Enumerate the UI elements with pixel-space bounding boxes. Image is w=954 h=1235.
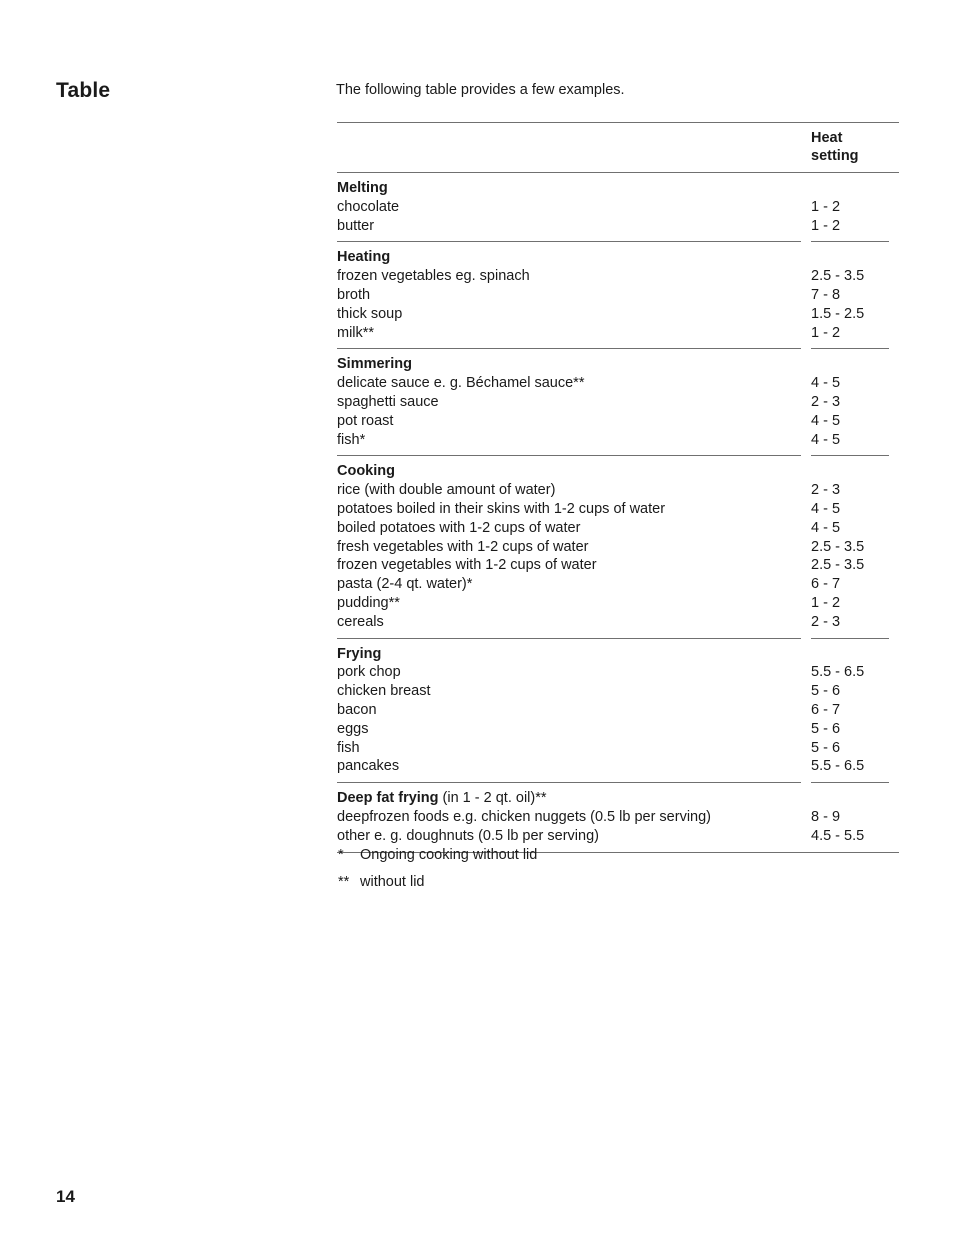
footnote-text: without lid (360, 874, 425, 890)
group-title-row (337, 789, 899, 808)
table-row (337, 682, 899, 701)
setting-cell: 4.5 - 5.5 (811, 827, 865, 844)
table-row (337, 720, 899, 739)
food-cell: frozen vegetables with 1-2 cups of water (337, 557, 597, 574)
setting-cell: 1 - 2 (811, 324, 841, 341)
table-row (337, 267, 899, 286)
table-row (337, 431, 899, 450)
food-cell: cereals (337, 613, 384, 630)
group-note: (in 1 - 2 qt. oil)** (438, 790, 547, 807)
group-title: Simmering (337, 356, 412, 373)
table-row (337, 575, 899, 594)
page-number: 14 (56, 1187, 75, 1206)
setting-cell: 5 - 6 (811, 720, 841, 737)
food-cell: fresh vegetables with 1-2 cups of water (337, 538, 589, 555)
setting-cell: 2 - 3 (811, 613, 841, 630)
group-title-row (337, 645, 899, 664)
setting-cell: 5 - 6 (811, 683, 841, 700)
table-row (337, 538, 899, 557)
table-group (337, 783, 899, 851)
table-group (337, 349, 899, 455)
food-cell: frozen vegetables eg. spinach (337, 268, 530, 285)
food-cell: broth (337, 286, 371, 303)
setting-cell: 4 - 5 (811, 519, 841, 536)
heat-setting-table (337, 122, 899, 853)
footnote (338, 872, 537, 899)
food-cell: chicken breast (337, 683, 431, 700)
setting-cell: 2 - 3 (811, 482, 841, 499)
table-row (337, 305, 899, 324)
food-cell: fish (337, 739, 360, 756)
food-cell: fish* (337, 431, 366, 448)
table-row (337, 808, 899, 827)
footnote (338, 845, 537, 872)
group-title-row (337, 179, 899, 198)
table-row (337, 286, 899, 305)
table-row (337, 217, 899, 236)
table-row (337, 412, 899, 431)
table-row (337, 663, 899, 682)
food-cell: other e. g. doughnuts (0.5 lb per serving) (337, 827, 599, 844)
food-cell: pancakes (337, 758, 400, 775)
table-row (337, 556, 899, 575)
group-title-row (337, 248, 899, 267)
setting-cell: 2 - 3 (811, 393, 841, 410)
table-row (337, 374, 899, 393)
table-row (337, 757, 899, 776)
intro-text: The following table provides a few examples. (336, 82, 625, 98)
setting-cell: 8 - 9 (811, 808, 841, 825)
table-row (337, 701, 899, 720)
table-row (337, 198, 899, 217)
setting-cell: 4 - 5 (811, 500, 841, 517)
table-row (337, 393, 899, 412)
table-group (337, 173, 899, 241)
group-title: Heating (337, 249, 391, 266)
footnotes (338, 845, 537, 899)
setting-cell: 4 - 5 (811, 375, 841, 392)
footnote-text: Ongoing cooking without lid (360, 847, 538, 863)
setting-cell: 2.5 - 3.5 (811, 557, 865, 574)
table-row (337, 613, 899, 632)
food-cell: milk** (337, 324, 375, 341)
setting-cell: 6 - 7 (811, 701, 841, 718)
heat-setting-header (811, 129, 891, 165)
food-cell: pudding** (337, 594, 400, 611)
food-cell: potatoes boiled in their skins with 1-2 cups of water (337, 500, 666, 517)
table-row (337, 500, 899, 519)
setting-cell: 2.5 - 3.5 (811, 538, 865, 555)
table-group (337, 456, 899, 637)
group-title-row (337, 355, 899, 374)
food-cell: rice (with double amount of water) (337, 482, 556, 499)
setting-cell: 1 - 2 (811, 217, 841, 234)
group-title: Frying (337, 645, 382, 662)
table-row (337, 827, 899, 846)
header-line-1: Heat (811, 130, 843, 146)
setting-cell: 6 - 7 (811, 576, 841, 593)
table-group (337, 242, 899, 348)
table-row (337, 481, 899, 500)
table-body (337, 173, 899, 853)
food-cell: eggs (337, 720, 369, 737)
table-group (337, 639, 899, 783)
table-row (337, 519, 899, 538)
setting-cell: 1.5 - 2.5 (811, 305, 865, 322)
group-title: Melting (337, 180, 388, 196)
table-row (337, 324, 899, 343)
setting-cell: 5.5 - 6.5 (811, 758, 865, 775)
food-cell: chocolate (337, 198, 400, 215)
food-cell: boiled potatoes with 1-2 cups of water (337, 519, 581, 536)
table-row (337, 739, 899, 758)
food-cell: deepfrozen foods e.g. chicken nuggets (0.5 lb per serving) (337, 808, 712, 825)
table-header (337, 123, 899, 172)
food-cell: bacon (337, 701, 377, 718)
footnote-mark: * (338, 847, 344, 863)
header-line-2: setting (811, 148, 859, 164)
group-title-row (337, 462, 899, 481)
setting-cell: 4 - 5 (811, 431, 841, 448)
table-row (337, 594, 899, 613)
setting-cell: 5 - 6 (811, 739, 841, 756)
food-cell: butter (337, 217, 375, 234)
setting-cell: 1 - 2 (811, 594, 841, 611)
group-title: Cooking (337, 463, 395, 480)
food-cell: spaghetti sauce (337, 393, 439, 410)
food-cell: pot roast (337, 412, 394, 429)
food-cell: thick soup (337, 305, 403, 322)
section-title: Table (56, 79, 111, 102)
setting-cell: 2.5 - 3.5 (811, 268, 865, 285)
food-cell: pasta (2-4 qt. water)* (337, 576, 473, 593)
food-cell: pork chop (337, 664, 401, 681)
setting-cell: 4 - 5 (811, 412, 841, 429)
group-title: Deep fat frying (337, 790, 439, 807)
food-cell: delicate sauce e. g. Béchamel sauce** (337, 375, 585, 392)
setting-cell: 7 - 8 (811, 286, 841, 303)
setting-cell: 5.5 - 6.5 (811, 664, 865, 681)
footnote-mark: ** (338, 874, 350, 890)
setting-cell: 1 - 2 (811, 198, 841, 215)
